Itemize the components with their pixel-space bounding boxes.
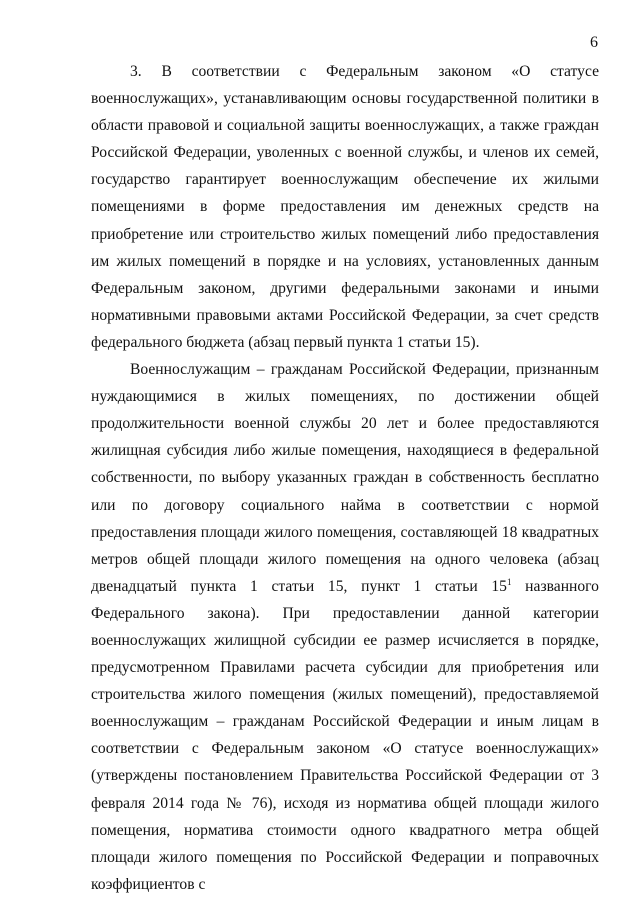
- body-text: [91, 58, 599, 898]
- paragraph-text: Военнослужащим – гражданам Российской Федерации, признанным нуждающимися в жилых помещениях, по достижении общей продолжительности военной службы 20 лет и более предоставляются жилищная субсидия либо жилые помещения, находящиеся в федеральной собственности, по выбору указанных граждан в собственность бесплатно или по договору социального найма в соответствии с нормой предоставления площади жилого помещения, составляющей 18 квадратных метров общей площади жилого помещения на одного человека (абзац двенадцатый пункта 1 статьи 15, пункт 1 статьи 15: [91, 361, 599, 595]
- paragraph-text-continued: названного Федерального закона). При предоставлении данной категории военнослужащих жилищной субсидии ее размер исчисляется в порядке, предусмотренном Правилами расчета субсидии для приобретения или строительства жилого помещения (жилых помещений), предоставляемой военнослужащим – гражданам Российской Федерации и иным лицам в соответствии с Федеральным законом «О статусе военнослужащих» (утверждены постановлением Правительства Российской Федерации от 3 февраля 2014 года № 76), исходя из норматива общей площади жилого помещения, норматива стоимости одного квадратного метра общей площади жилого помещения по Российской Федерации и поправочных коэффициентов с: [91, 577, 599, 893]
- page-number: 6: [590, 34, 598, 51]
- article-superscript: 1: [506, 576, 512, 587]
- paragraph-text: 3. В соответствии с Федеральным законом «О статусе военнослужащих», устанавливающим основы государственной политики в области правовой и социальной защиты военнослужащих, а также граждан Российской Федерации, уволенных с военной службы, и членов их семей, государство гарантирует военнослужащим обеспечение их жилыми помещениями в форме предоставления им денежных средств на приобретение или строительство жилых помещений либо предоставления им жилых помещений в порядке и на условиях, установленных данным Федеральным законом, другими федеральными законами и иными нормативными правовыми актами Российской Федерации, за счет средств федерального бюджета (абзац первый пункта 1 статьи 15).: [91, 63, 599, 351]
- paragraph-housing-subsidy: [91, 356, 599, 898]
- paragraph-article-15-guarantee: [91, 58, 599, 356]
